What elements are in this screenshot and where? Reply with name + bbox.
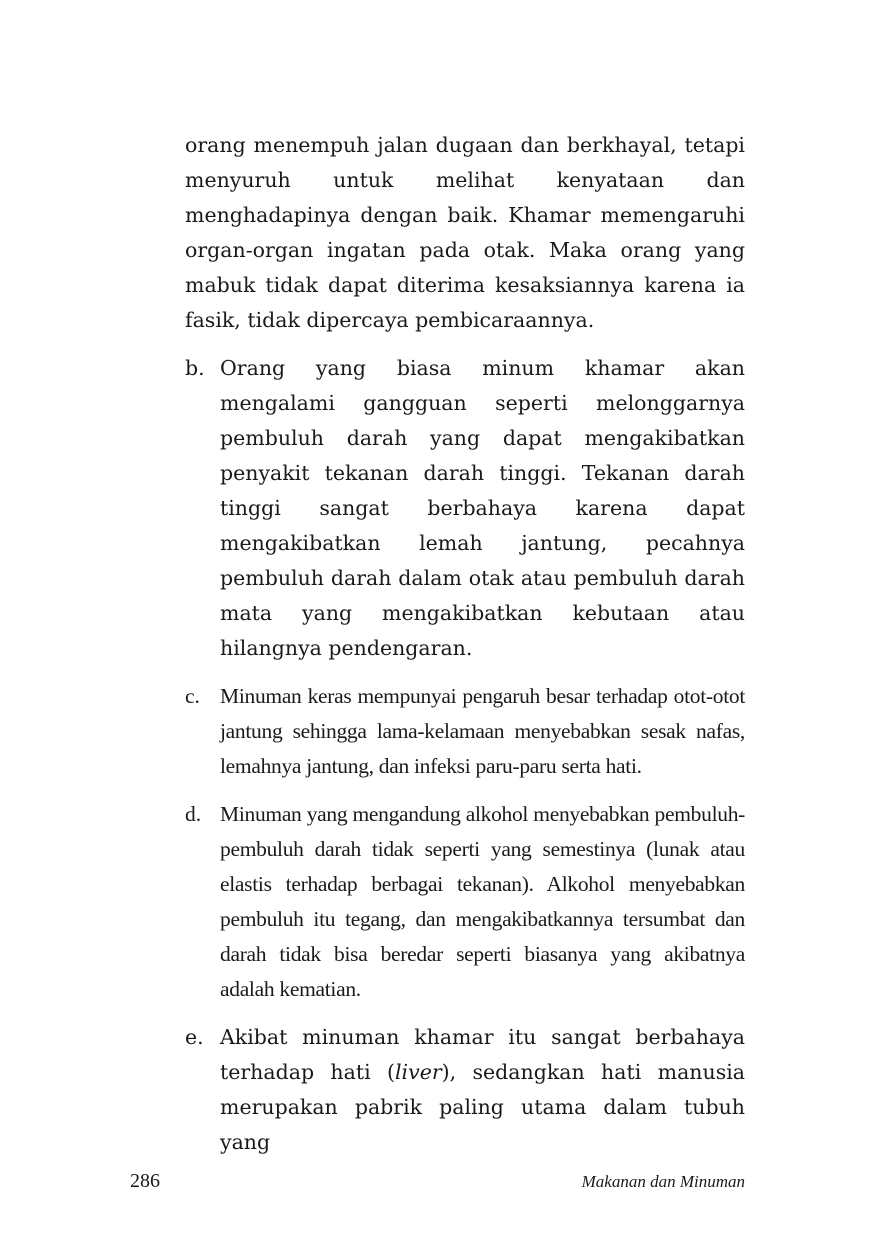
- list-marker: b.: [185, 356, 205, 380]
- list-item-text: Orang yang biasa minum khamar akan mengalami gangguan seperti melonggarnya pembuluh darah yang dapat mengakibatkan penyakit tekanan darah tinggi. Tekanan darah tinggi sangat berbahaya karena dapat mengakibatkan lemah jantung, pecahnya pembuluh darah dalam otak atau pembuluh darah mata yang mengakibatkan kebutaan atau hilangnya pendengaran.: [220, 356, 745, 660]
- intro-paragraph: orang menempuh jalan dugaan dan berkhayal, tetapi menyuruh untuk melihat kenyataan dan menghadapinya dengan baik. Khamar memengaruhi organ-organ ingatan pada otak. Maka orang yang mabuk tidak dapat diterima kesaksiannya karena ia fasik, tidak dipercaya pembicaraannya.: [185, 133, 745, 332]
- list-marker: d.: [185, 802, 202, 826]
- list-item-e: [185, 1020, 745, 1160]
- list-item-c: [185, 679, 745, 784]
- list-marker: c.: [185, 684, 200, 708]
- italic-term: liver: [395, 1060, 442, 1084]
- list-item-d: [185, 797, 745, 1007]
- list-item-text: Minuman keras mempunyai pengaruh besar terhadap otot-otot jantung sehingga lama-kelamaan menyebabkan sesak nafas, lemahnya jantung, dan infeksi paru-paru serta hati.: [220, 684, 745, 778]
- page-number: 286: [130, 1170, 160, 1192]
- list-item-text: [220, 1020, 745, 1160]
- main-text: [185, 128, 745, 1160]
- text-before: Akibat minuman khamar itu sangat berbahaya terhadap hati (: [220, 1025, 745, 1084]
- list-item-text: Minuman yang mengandung alkohol menyebabkan pembuluh-pembuluh darah tidak seperti yang semestinya (lunak atau elastis terhadap berbagai tekanan). Alkohol menyebabkan pembuluh itu tegang, dan mengakibatkannya tersumbat dan darah tidak bisa beredar seperti biasanya yang akibatnya adalah kematian.: [220, 802, 745, 1001]
- list-item-b: [185, 351, 745, 666]
- running-title: Makanan dan Minuman: [581, 1172, 745, 1191]
- text-after: ), sedangkan hati manusia merupakan pabrik paling utama dalam tubuh yang: [220, 1060, 745, 1154]
- list-marker: e.: [185, 1025, 204, 1049]
